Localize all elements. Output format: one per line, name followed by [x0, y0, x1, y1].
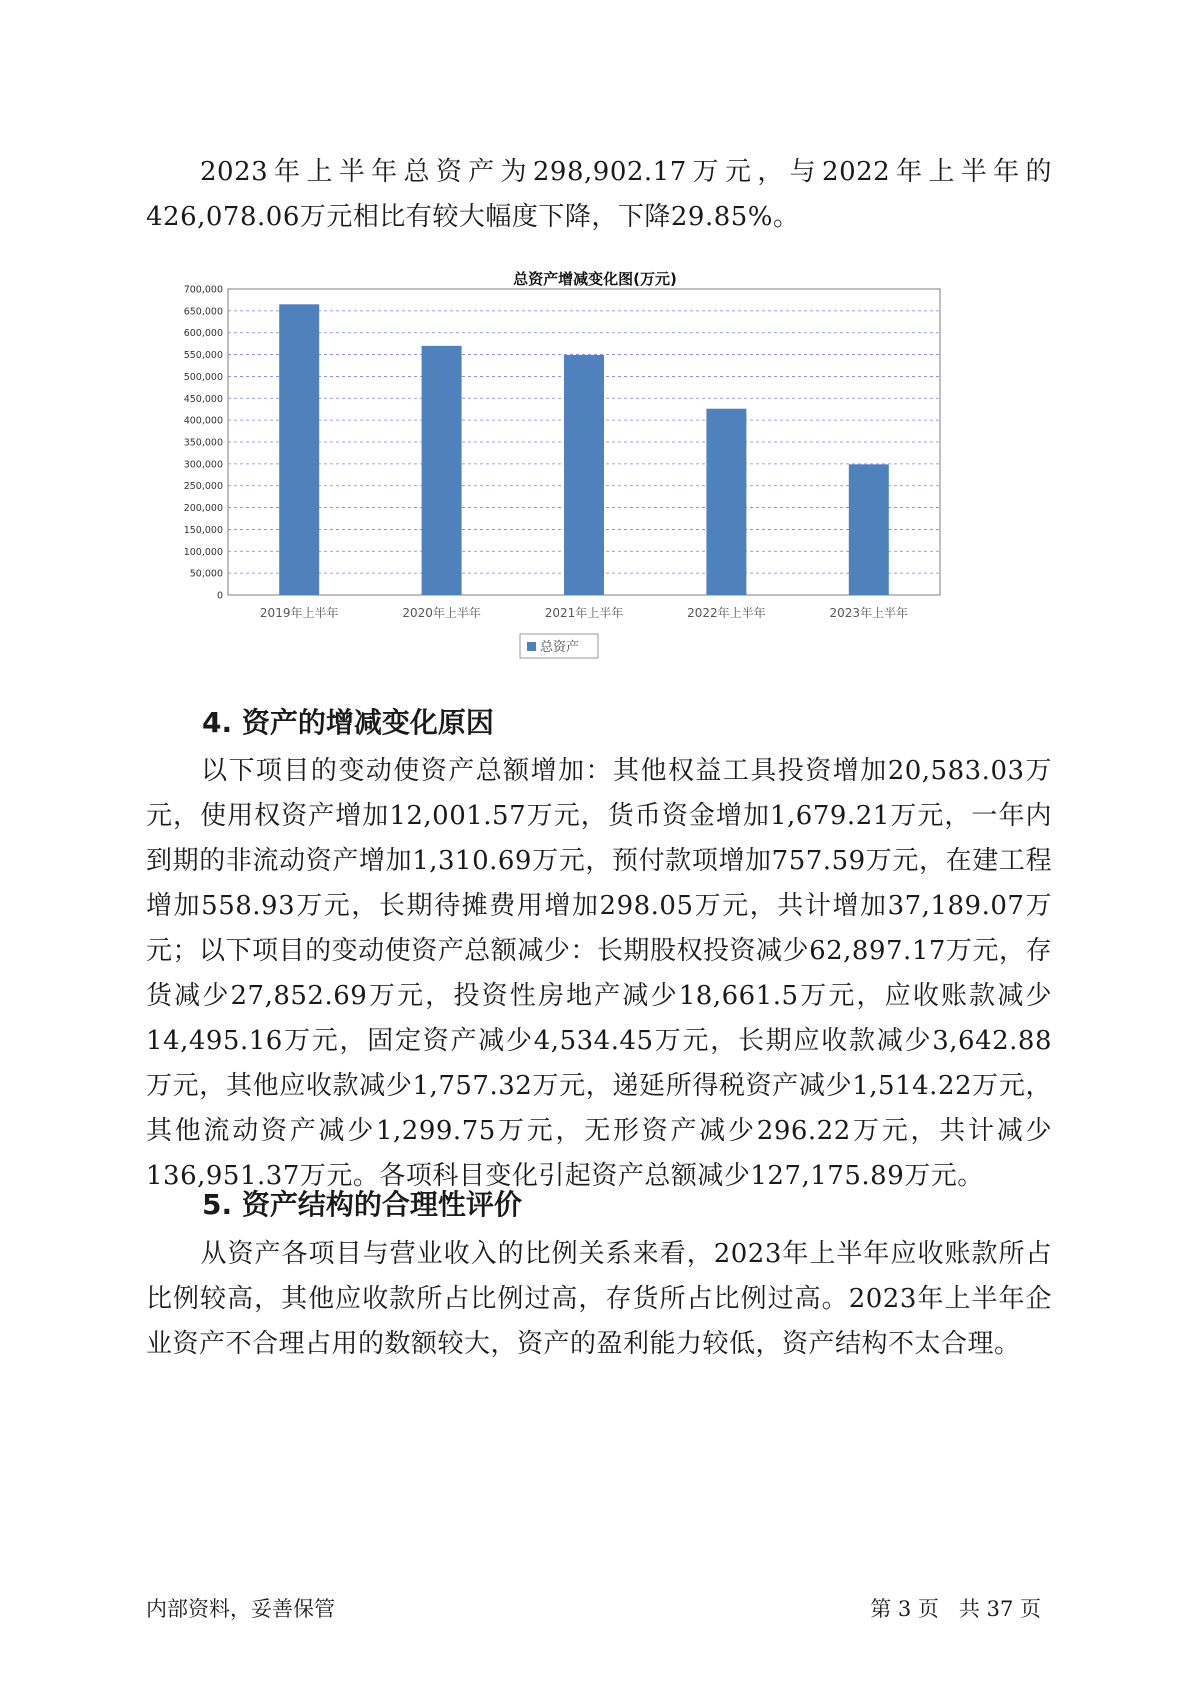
bar [849, 464, 889, 595]
y-tick-labels [184, 285, 223, 602]
footer-page-number: 第 3 页 共 37 页 [870, 1597, 1041, 1621]
bar [422, 346, 462, 595]
y-tick-label: 500,000 [183, 371, 223, 383]
footer-left: 内部资料，妥善保管 [146, 1597, 335, 1621]
y-tick-label: 200,000 [183, 503, 223, 515]
y-tick-label: 600,000 [183, 328, 223, 340]
x-tick-label: 2022年上半年 [687, 606, 766, 620]
section5-paragraph [146, 1232, 1052, 1367]
y-tick-label: 450,000 [183, 393, 223, 405]
chart-svg [170, 262, 1020, 712]
legend-swatch [527, 642, 536, 651]
intro-paragraph [146, 150, 1052, 240]
section4-text: 以下项目的变动使资产总额增加：其他权益工具投资增加20,583.03万元，使用权资产增加12,001.57万元，货币资金增加1,679.21万元，一年内到期的非流动资产增加1,310.69万元，预付款项增加757.59万元，在建工程增加558.93万元，长期待摊费用增加298.05万元，共计增加37,189.07万元；以下项目的变动使资产总额减少：长期股权投资减少62,897.17万元，存货减少27,852.69万元，投资性房地产减少18,661.5万元，应收账款减少14,495.16万元，固定资产减少4,534.45万元，长期应收款减少3,642.88万元，其他应收款减少1,757.32万元，递延所得税资产减少1,514.22万元，其他流动资产减少1,299.75万元，无形资产减少296.22万元，共计减少136,951.37万元。各项科目变化引起资产总额减少127,175.89万元。 [146, 756, 1052, 1191]
intro-text: 2023年上半年总资产为298,902.17万元，与2022年上半年的426,078.06万元相比有较大幅度下降，下降29.85%。 [146, 157, 1052, 232]
x-tick-label: 2019年上半年 [259, 606, 339, 620]
x-tick-labels [260, 605, 908, 620]
section4-paragraph [146, 749, 1052, 1199]
y-tick-label: 250,000 [183, 481, 223, 493]
total-assets-chart [170, 262, 1020, 712]
x-tick-label: 2020年上半年 [402, 606, 481, 620]
bar [279, 304, 319, 595]
y-tick-label: 0 [216, 590, 223, 602]
y-tick-label: 100,000 [183, 546, 223, 558]
section5-text: 从资产各项目与营业收入的比例关系来看，2023年上半年应收账款所占比例较高，其他应收款所占比例过高，存货所占比例过高。2023年上半年企业资产不合理占用的数额较大，资产的盈利能力较低，资产结构不太合理。 [146, 1239, 1052, 1359]
section5-heading: 5. 资产结构的合理性评价 [202, 1188, 522, 1221]
y-tick-label: 700,000 [183, 284, 223, 296]
section4-heading: 4. 资产的增减变化原因 [202, 706, 494, 739]
y-tick-label: 150,000 [183, 524, 223, 536]
x-tick-label: 2023年上半年 [829, 606, 909, 620]
y-tick-label: 400,000 [183, 415, 223, 427]
legend-label: 总资产 [540, 640, 580, 655]
bar [706, 409, 746, 595]
y-tick-label: 300,000 [183, 459, 223, 471]
chart-title: 总资产增减变化图(万元) [513, 270, 677, 288]
y-tick-label: 650,000 [183, 306, 223, 318]
legend [520, 634, 598, 658]
y-tick-label: 50,000 [189, 568, 223, 580]
x-tick-label: 2021年上半年 [544, 606, 624, 620]
y-tick-label: 350,000 [183, 437, 223, 449]
bar [564, 355, 604, 595]
y-tick-label: 550,000 [183, 350, 223, 362]
